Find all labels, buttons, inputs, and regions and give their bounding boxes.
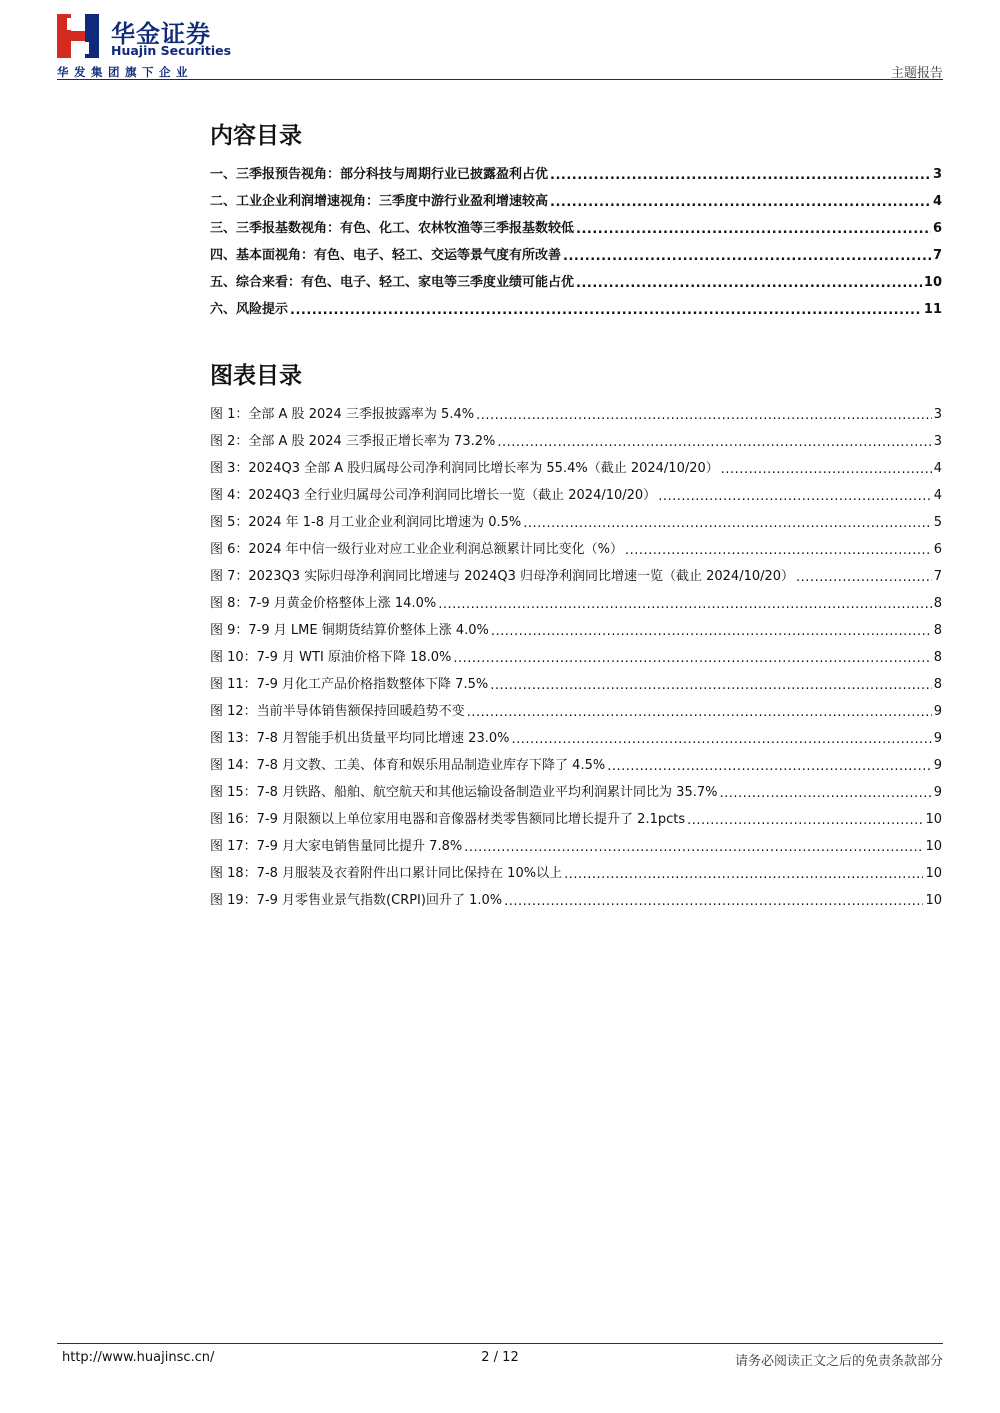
- toc-entry[interactable]: [210, 271, 942, 298]
- leader-dots: [290, 303, 922, 316]
- toc-entry-page: 7: [932, 248, 942, 263]
- leader-dots: [476, 408, 932, 421]
- figure-entry-label: 图 16：7-9 月限额以上单位家用电器和音像器材类零售额同比增长提升了 2.1pcts: [210, 812, 686, 827]
- figure-entry[interactable]: [210, 835, 942, 862]
- figure-entry-label: 图 3：2024Q3 全部 A 股归属母公司净利润同比增长率为 55.4%（截止 2024/10/20）: [210, 461, 719, 476]
- leader-dots: [523, 516, 931, 529]
- figure-entry-page: 8: [933, 623, 942, 638]
- figure-entry[interactable]: [210, 511, 942, 538]
- toc-list: [210, 163, 942, 325]
- figure-entry[interactable]: [210, 646, 942, 673]
- toc-entry-label: 二、工业企业利润增速视角：三季度中游行业盈利增速较高: [210, 194, 549, 209]
- leader-dots: [490, 678, 932, 691]
- toc-entry-label: 六、风险提示: [210, 302, 289, 317]
- figure-entry-page: 8: [933, 677, 942, 692]
- figure-entry[interactable]: [210, 430, 942, 457]
- leader-dots: [563, 249, 931, 262]
- brand-name-cn: 华金证券: [111, 20, 211, 48]
- figure-entry[interactable]: [210, 619, 942, 646]
- figure-entry[interactable]: [210, 808, 942, 835]
- figure-entry-page: 9: [933, 731, 942, 746]
- toc-entry[interactable]: [210, 298, 942, 325]
- leader-dots: [511, 732, 931, 745]
- leader-dots: [687, 813, 923, 826]
- figure-entry[interactable]: [210, 673, 942, 700]
- report-type-label: 主题报告: [890, 66, 943, 81]
- figure-entry[interactable]: [210, 754, 942, 781]
- figure-entry-label: 图 2：全部 A 股 2024 三季报正增长率为 73.2%: [210, 434, 496, 449]
- figure-entry-page: 7: [933, 569, 942, 584]
- figure-entry-label: 图 10：7-9 月 WTI 原油价格下降 18.0%: [210, 650, 452, 665]
- figure-entry[interactable]: [210, 781, 942, 808]
- figure-entry-page: 8: [933, 596, 942, 611]
- leader-dots: [721, 462, 932, 475]
- figure-entry-page: 4: [933, 461, 942, 476]
- figure-entry-label: 图 19：7-9 月零售业景气指数(CRPI)回升了 1.0%: [210, 893, 503, 908]
- figure-entry-page: 6: [933, 542, 942, 557]
- figure-entry-page: 4: [933, 488, 942, 503]
- figure-entry-label: 图 18：7-8 月服装及衣着附件出口累计同比保持在 10%以上: [210, 866, 563, 881]
- leader-dots: [467, 705, 932, 718]
- figure-entry-page: 9: [933, 704, 942, 719]
- toc-entry-label: 五、综合来看：有色、电子、轻工、家电等三季度业绩可能占优: [210, 275, 575, 290]
- figure-entry-label: 图 1：全部 A 股 2024 三季报披露率为 5.4%: [210, 407, 475, 422]
- page-number: 2 / 12: [481, 1350, 519, 1365]
- footer-divider: [57, 1343, 943, 1344]
- footer-url-link[interactable]: http://www.huajinsc.cn/: [62, 1350, 215, 1365]
- disclaimer-note: 请务必阅读正文之后的免责条款部分: [734, 1354, 943, 1369]
- leader-dots: [796, 570, 932, 583]
- figure-entry[interactable]: [210, 592, 942, 619]
- leader-dots: [491, 624, 932, 637]
- toc-entry[interactable]: [210, 217, 942, 244]
- figures-toc-list: [210, 403, 942, 916]
- figure-entry-label: 图 6：2024 年中信一级行业对应工业企业利润总额累计同比变化（%）: [210, 542, 623, 557]
- toc-entry-page: 10: [923, 275, 942, 290]
- toc-entry[interactable]: [210, 190, 942, 217]
- figure-entry-label: 图 15：7-8 月铁路、船舶、航空航天和其他运输设备制造业平均利润累计同比为 35.7%: [210, 785, 718, 800]
- figure-entry-label: 图 13：7-8 月智能手机出货量平均同比增速 23.0%: [210, 731, 510, 746]
- header-divider: [57, 79, 943, 80]
- figure-entry-label: 图 9：7-9 月 LME 铜期货结算价整体上涨 4.0%: [210, 623, 489, 638]
- leader-dots: [576, 276, 922, 289]
- figure-entry-label: 图 8：7-9 月黄金价格整体上涨 14.0%: [210, 596, 437, 611]
- figure-entry-page: 10: [925, 812, 942, 827]
- figure-entry-page: 3: [933, 434, 942, 449]
- figure-entry-label: 图 12：当前半导体销售额保持回暖趋势不变: [210, 704, 465, 719]
- figure-entry-label: 图 5：2024 年 1-8 月工业企业利润同比增速为 0.5%: [210, 515, 522, 530]
- toc-entry-label: 三、三季报基数视角：有色、化工、农林牧渔等三季报基数较低: [210, 221, 575, 236]
- figure-entry-page: 10: [925, 893, 942, 908]
- leader-dots: [453, 651, 931, 664]
- figure-entry-page: 9: [933, 785, 942, 800]
- toc-entry[interactable]: [210, 244, 942, 271]
- leader-dots: [576, 222, 931, 235]
- brand-name-en: Huajin Securities: [111, 43, 232, 58]
- leader-dots: [438, 597, 932, 610]
- toc-title: 内容目录: [210, 123, 302, 149]
- figure-entry[interactable]: [210, 727, 942, 754]
- figure-entry-page: 3: [933, 407, 942, 422]
- figure-entry-label: 图 11：7-9 月化工产品价格指数整体下降 7.5%: [210, 677, 489, 692]
- leader-dots: [719, 786, 931, 799]
- figure-entry-page: 9: [933, 758, 942, 773]
- figure-entry-label: 图 14：7-8 月文教、工美、体育和娱乐用品制造业库存下降了 4.5%: [210, 758, 606, 773]
- figure-entry[interactable]: [210, 700, 942, 727]
- toc-entry-page: 6: [932, 221, 942, 236]
- figure-entry-label: 图 7：2023Q3 实际归母净利润同比增速与 2024Q3 归母净利润同比增速一览（截止 2024/10/20）: [210, 569, 795, 584]
- figure-entry-label: 图 17：7-9 月大家电销售量同比提升 7.8%: [210, 839, 463, 854]
- toc-entry-label: 一、三季报预告视角：部分科技与周期行业已披露盈利占优: [210, 167, 549, 182]
- leader-dots: [564, 867, 923, 880]
- huajin-logo-icon: [57, 14, 99, 58]
- toc-entry-page: 11: [923, 302, 942, 317]
- figure-entry[interactable]: [210, 538, 942, 565]
- figure-entry-page: 10: [925, 839, 942, 854]
- figure-entry[interactable]: [210, 862, 942, 889]
- figure-entry-label: 图 4：2024Q3 全行业归属母公司净利润同比增长一览（截止 2024/10/20）: [210, 488, 657, 503]
- toc-entry-page: 3: [932, 167, 942, 182]
- page-header: [57, 12, 943, 82]
- leader-dots: [550, 195, 931, 208]
- leader-dots: [497, 435, 931, 448]
- leader-dots: [658, 489, 932, 502]
- toc-entry[interactable]: [210, 163, 942, 190]
- leader-dots: [625, 543, 932, 556]
- figure-entry[interactable]: [210, 484, 942, 511]
- figure-entry[interactable]: [210, 565, 942, 592]
- figure-entry-page: 5: [933, 515, 942, 530]
- figures-toc-title: 图表目录: [210, 363, 302, 389]
- leader-dots: [550, 168, 931, 181]
- figure-entry-page: 8: [933, 650, 942, 665]
- figure-entry[interactable]: [210, 889, 942, 916]
- leader-dots: [607, 759, 932, 772]
- figure-entry[interactable]: [210, 457, 942, 484]
- figure-entry-page: 10: [925, 866, 942, 881]
- leader-dots: [464, 840, 923, 853]
- toc-entry-page: 4: [932, 194, 942, 209]
- toc-entry-label: 四、基本面视角：有色、电子、轻工、交运等景气度有所改善: [210, 248, 562, 263]
- leader-dots: [504, 894, 923, 907]
- brand-group-tagline: 华发集团旗下企业: [57, 65, 193, 79]
- figure-entry[interactable]: [210, 403, 942, 430]
